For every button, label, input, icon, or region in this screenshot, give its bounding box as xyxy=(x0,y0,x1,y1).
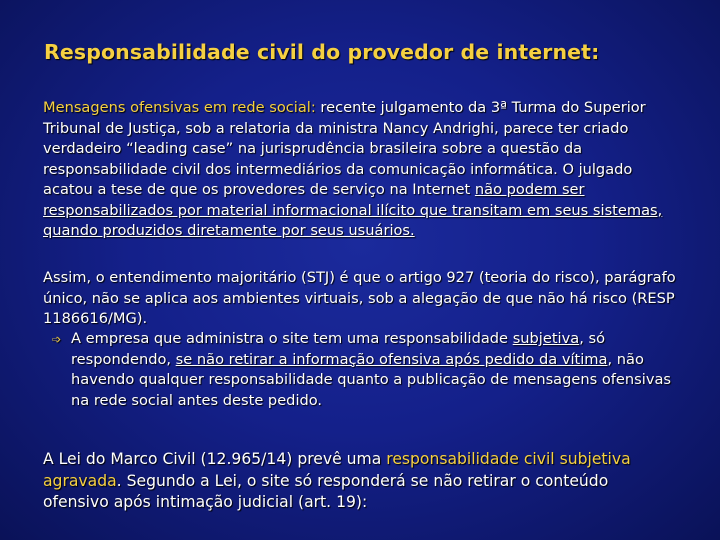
underlined-text: se não retirar a informação ofensiva após pedido da vítima xyxy=(175,350,608,368)
paragraph-text: recente julgamento da 3ª Turma do Superior Tribunal de Justiça, sob a relatoria da ministra Nancy Andrighi, parece ter criado verdadeiro “leading case” na jurisprudência brasileira sobre a questão da responsabilidade civil dos intermediários da comunicação informática. O julgado acatou a tese de que os provedores de serviço na Internet xyxy=(43,99,646,198)
paragraph-text: Assim, o entendimento majoritário (STJ) é que o artigo 927 (teoria do risco), parágrafo único, não se aplica aos ambientes virtuais, sob a alegação de que não há risco (RESP 1186616/MG). xyxy=(43,269,676,327)
paragraph-social-network xyxy=(43,98,683,242)
bullet-text-b: , só respondendo, xyxy=(71,330,606,368)
underlined-text: não podem ser responsabilizados por material informacional ilícito que transitam em seus sistemas, quando produzidos diretamente por seus usuários. xyxy=(43,181,663,239)
paragraph-text-a: A Lei do Marco Civil (12.965/14) prevê uma xyxy=(43,450,387,468)
bullet-text-a: A empresa que administra o site tem uma responsabilidade xyxy=(71,330,513,347)
bullet-item xyxy=(43,329,693,411)
paragraph-stj xyxy=(43,268,683,330)
paragraph-lead: Mensagens ofensivas em rede social: xyxy=(43,99,316,116)
paragraph-text-b: . Segundo a Lei, o site só responderá se não retirar o conteúdo ofensivo após intimação judicial (art. 19): xyxy=(43,471,609,511)
bullet-text xyxy=(71,329,683,411)
paragraph-marco-civil xyxy=(43,449,663,514)
slide-title: Responsabilidade civil do provedor de internet: xyxy=(44,40,600,64)
bullet-text-c: , não havendo qualquer responsabilidade quanto a publicação de mensagens ofensivas na rede social antes deste pedido. xyxy=(71,350,671,409)
underlined-text: subjetiva xyxy=(512,330,580,347)
arrow-right-icon: ➩ xyxy=(52,333,62,346)
highlighted-text: responsabilidade civil subjetiva agravada xyxy=(43,450,631,490)
